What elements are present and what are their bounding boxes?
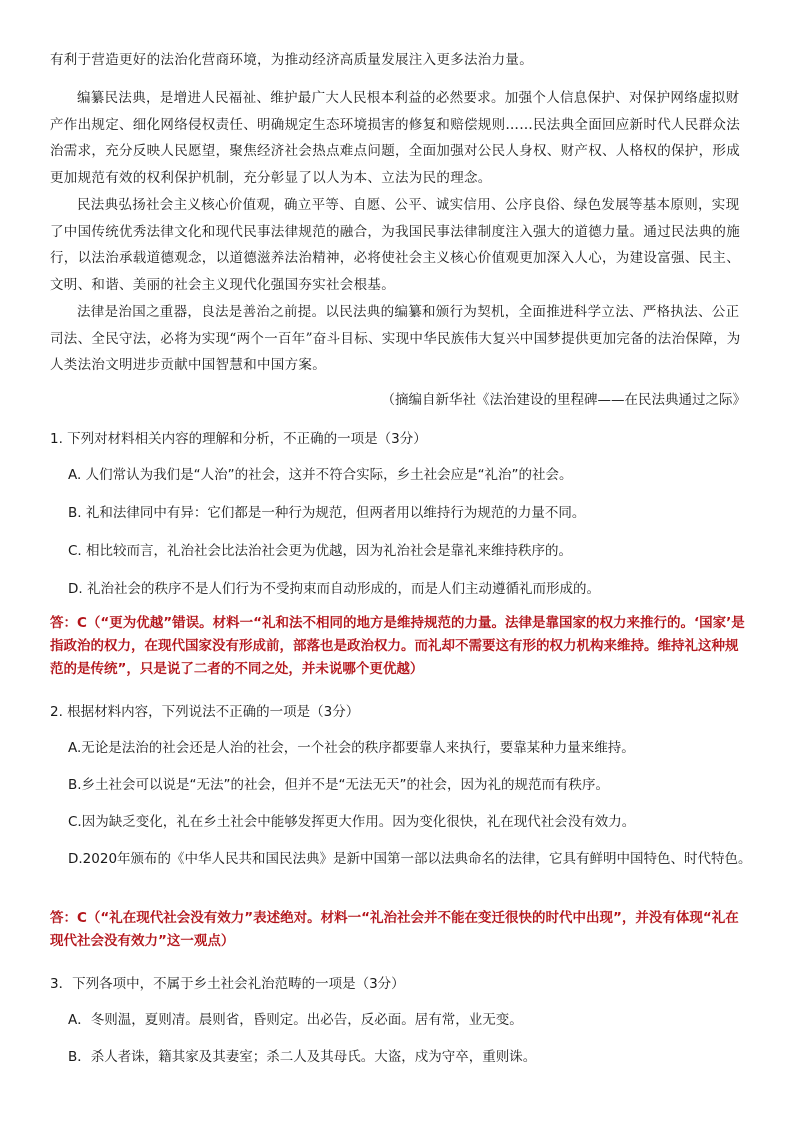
option-c: C. 相比较而言，礼治社会比法治社会更为优越，因为礼治社会是靠礼来维持秩序的。 — [68, 543, 573, 559]
option-c: C.因为缺乏变化，礼在乡土社会中能够发挥更大作用。因为变化很快，礼在现代社会没有效力。 — [68, 814, 636, 830]
option-b: B. 礼和法律同中有异：它们都是一种行为规范，但两者用以维持行为规范的力量不同。 — [68, 505, 586, 521]
option-d: D.2020年颁布的《中华人民共和国民法典》是新中国第一部以法典命名的法律，它具有鲜明中国特色、时代特色。 — [68, 851, 752, 867]
passage-paragraph: 编纂民法典，是增进人民福祉、维护最广大人民根本利益的必然要求。加强个人信息保护、对保护网络虚拟财产作出规定、细化网络侵权责任、明确规定生态环境损害的修复和赔偿规则……民法典全面回应新时代人民群众法治需求，充分反映人民愿望，聚焦经济社会热点难点问题，全面加强对公民人身权、财产权、人格权的保护，形成更加规范有效的权利保护机制，充分彰显了以人为本、立法为民的理念。 — [50, 90, 740, 186]
option-b: B．杀人者诛，籍其家及其妻室；杀二人及其母氏。大盗，戍为守卒，重则诛。 — [68, 1049, 537, 1065]
option-b: B.乡土社会可以说是“无法”的社会，但并不是“无法无天”的社会，因为礼的规范而有秩序。 — [68, 777, 610, 793]
answer-explanation: 答：C（“更为优越”错误。材料一“礼和法不相同的地方是维持规范的力量。法律是靠国家的权力来推行的。‘国家’是指政治的权力，在现代国家没有形成前，部落也是政治权力。而礼却不需要这有形的权力机构来维持。维持礼这种规范的是传统”，只是说了二者的不同之处，并未说哪个更优越） — [50, 615, 745, 677]
passage-paragraph: 法律是治国之重器，良法是善治之前提。以民法典的编纂和颁行为契机，全面推进科学立法、严格执法、公正司法、全民守法，必将为实现“两个一百年”奋斗目标、实现中华民族伟大复兴中国梦提供更加完备的法治保障，为人类法治文明进步贡献中国智慧和中国方案。 — [50, 304, 741, 373]
source-citation: （摘编自新华社《法治建设的里程碑——在民法典通过之际》 — [381, 392, 746, 408]
option-a: A. 人们常认为我们是“人治”的社会，这并不符合实际，乡土社会应是“礼治”的社会。 — [68, 467, 573, 483]
answer-explanation: 答：C（“礼在现代社会没有效力”表述绝对。材料一“礼治社会并不能在变迁很快的时代中出现”，并没有体现“礼在现代社会没有效力”这一观点） — [50, 910, 739, 949]
question-stem: 3．下列各项中，不属于乡土社会礼治范畴的一项是（3分） — [50, 976, 405, 992]
option-a: A．冬则温，夏则凊。晨则省，昏则定。出必告，反必面。居有常，业无变。 — [68, 1012, 523, 1028]
option-a: A.无论是法治的社会还是人治的社会，一个社会的秩序都要靠人来执行，要靠某种力量来维持。 — [68, 740, 635, 756]
question-stem: 1. 下列对材料相关内容的理解和分析，不正确的一项是（3分） — [50, 431, 427, 447]
passage-paragraph: 民法典弘扬社会主义核心价值观，确立平等、自愿、公平、诚实信用、公序良俗、绿色发展等基本原则，实现了中国传统优秀法律文化和现代民事法律规范的融合，为我国民事法律制度注入强大的道德力量。通过民法典的施行，以法治承载道德观念，以道德滋养法治精神，必将使社会主义核心价值观更加深入人心，为建设富强、民主、文明、和谐、美丽的社会主义现代化强国夯实社会根基。 — [50, 197, 740, 293]
passage-paragraph: 有利于营造更好的法治化营商环境，为推动经济高质量发展注入更多法治力量。 — [50, 52, 533, 68]
option-d: D. 礼治社会的秩序不是人们行为不受拘束而自动形成的，而是人们主动遵循礼而形成的。 — [68, 581, 600, 597]
question-stem: 2. 根据材料内容，下列说法不正确的一项是（3分） — [50, 704, 360, 720]
